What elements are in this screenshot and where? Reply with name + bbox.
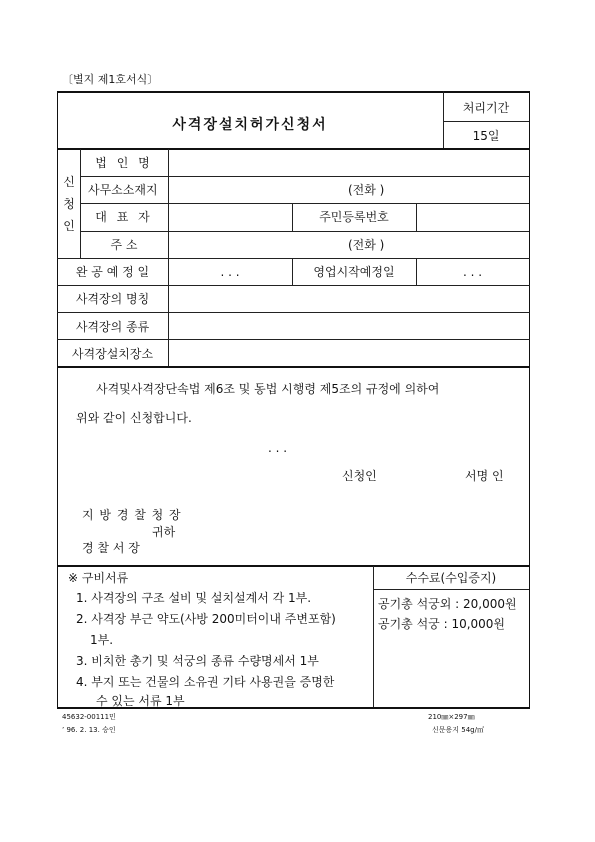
- rep-divider-2: [416, 204, 417, 231]
- documents-top-line: [57, 565, 530, 567]
- opening-date-field[interactable]: . . .: [462, 265, 483, 279]
- statement-line-2: 위와 같이 신청합니다.: [76, 411, 192, 425]
- representative-label: 대 표 자: [95, 210, 153, 224]
- processing-period-value: 15일: [472, 129, 500, 143]
- corp-name-label: 법 인 명: [95, 156, 153, 170]
- fee-row-1: 공기총 석궁외 : 20,000원: [378, 597, 517, 611]
- form-number-label: 〔별지 제1호서식〕: [62, 73, 159, 86]
- resident-number-label: 주민등록번호: [319, 210, 389, 224]
- recipient-line-3: 경 찰 서 장: [82, 541, 140, 555]
- fee-divider: [373, 566, 374, 707]
- office-address-label: 사무소소재지: [88, 183, 158, 197]
- approval-date: ’ 96. 2. 13. 승인: [62, 726, 116, 734]
- range-location-label: 사격장설치장소: [71, 347, 154, 361]
- representative-field[interactable]: [170, 205, 290, 229]
- row-line-5: [57, 285, 530, 286]
- range-name-label: 사격장의 명칭: [75, 292, 150, 306]
- row-line-4: [57, 258, 530, 259]
- statement-line-1: 사격및사격장단속법 제6조 및 동법 시행령 제5조의 규정에 의하여: [96, 382, 440, 396]
- processing-period-label: 처리기간: [462, 101, 510, 115]
- documents-heading: ※ 구비서류: [68, 571, 129, 585]
- form-title: 사격장설치허가신청서: [172, 117, 328, 133]
- corp-name-field[interactable]: [170, 151, 527, 175]
- range-type-field[interactable]: [170, 314, 527, 338]
- resident-number-field[interactable]: [418, 205, 527, 229]
- document-item-2: 2. 사격장 부근 약도(사방 200미터이내 주변포함): [76, 612, 336, 626]
- applicant-label-3: 인: [63, 219, 75, 233]
- frame-top: [57, 91, 530, 93]
- office-phone: (전화 ): [348, 183, 385, 197]
- row-line-1: [80, 176, 529, 177]
- frame-left: [57, 91, 58, 708]
- document-item-1: 1. 사격장의 구조 설비 및 설치설계서 각 1부.: [76, 591, 312, 605]
- address-label: 주 소: [110, 238, 138, 252]
- paper-type: 신문용지 54g/㎡: [432, 726, 484, 734]
- fee-heading: 수수료(수입증지): [405, 571, 497, 585]
- row-line-8: [57, 366, 530, 368]
- applicant-label-1: 신: [63, 175, 75, 189]
- row-line-6: [57, 312, 530, 313]
- document-item-4-cont: 수 있는 서류 1부: [96, 694, 185, 708]
- form-code: 45632-00111민: [62, 713, 116, 721]
- address-field[interactable]: [170, 233, 340, 257]
- fee-heading-line: [373, 589, 529, 590]
- office-address-field[interactable]: [170, 178, 340, 202]
- row-line-2: [80, 203, 529, 204]
- range-name-field[interactable]: [170, 287, 527, 311]
- paper-size: 210㎜×297㎜: [428, 713, 475, 721]
- range-type-label: 사격장의 종류: [75, 320, 150, 334]
- signature-seal-label: 서명 인: [465, 469, 504, 483]
- frame-right: [529, 91, 530, 708]
- address-phone: (전화 ): [348, 238, 385, 252]
- application-date[interactable]: . . .: [268, 441, 288, 455]
- applicant-label-2: 청: [63, 197, 75, 211]
- applicant-sign-label: 신청인: [342, 469, 377, 483]
- completion-date-field[interactable]: . . .: [220, 265, 240, 279]
- row-line-3: [80, 231, 529, 232]
- row-line-7: [57, 339, 530, 340]
- document-item-3: 3. 비치한 총기 및 석궁의 종류 수량명세서 1부: [76, 654, 319, 668]
- document-item-4: 4. 부지 또는 건물의 소유권 기타 사용권을 증명한: [76, 675, 335, 689]
- range-location-field[interactable]: [170, 341, 527, 365]
- title-bottom-line: [57, 148, 530, 150]
- opening-date-label: 영업시작예정일: [313, 265, 395, 279]
- fee-row-2: 공기총 석궁 : 10,000원: [378, 617, 506, 631]
- recipient-line-1: 지 방 경 찰 청 장: [82, 508, 182, 522]
- document-item-2-cont: 1부.: [90, 633, 114, 647]
- recipient-line-2: 귀하: [152, 525, 176, 539]
- completion-date-label: 완 공 예 정 일: [75, 265, 150, 279]
- processing-mid-line: [443, 121, 529, 122]
